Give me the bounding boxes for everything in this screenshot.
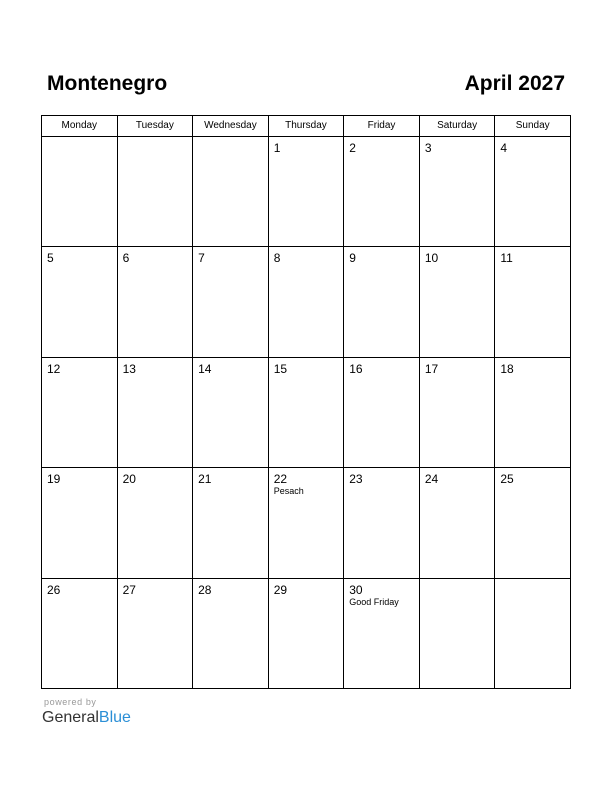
day-cell: [495, 468, 571, 578]
day-cell: [193, 468, 269, 578]
day-number: 10: [424, 251, 439, 266]
day-cell: [42, 247, 118, 357]
day-cell: [117, 578, 193, 688]
week-row-3: [42, 357, 571, 467]
brand-name-part1: General: [42, 709, 99, 726]
day-number: 28: [198, 582, 212, 597]
month-title: April 2027: [464, 72, 565, 95]
weekday-monday: Monday: [42, 116, 118, 137]
day-number: 20: [122, 472, 136, 487]
day-number: 27: [122, 582, 136, 597]
weekday-wednesday: Wednesday: [193, 116, 269, 137]
day-number: 15: [273, 361, 288, 376]
day-number: 29: [273, 582, 288, 597]
day-cell: [268, 468, 344, 578]
day-number: 1: [273, 141, 281, 155]
day-cell: [117, 137, 193, 247]
day-number: [420, 579, 495, 583]
day-cell: [495, 137, 571, 247]
day-number: 4: [500, 141, 508, 155]
day-number: 11: [500, 251, 513, 266]
day-cell: [495, 247, 571, 357]
day-cell: [268, 137, 344, 247]
day-cell: [344, 468, 420, 578]
day-cell: [117, 247, 193, 357]
day-cell: [42, 468, 118, 578]
day-cell: [344, 247, 420, 357]
day-cell: [193, 578, 269, 688]
day-cell: [268, 357, 344, 467]
day-cell: [117, 357, 193, 467]
day-cell: [419, 137, 495, 247]
holiday-label: Pesach: [273, 486, 304, 497]
day-number: 17: [424, 361, 439, 376]
day-cell: [344, 137, 420, 247]
day-number: [42, 137, 117, 141]
day-number: 8: [273, 251, 281, 266]
country-title: Montenegro: [47, 72, 168, 95]
day-cell: [419, 247, 495, 357]
day-cell: [42, 137, 118, 247]
day-cell: [42, 357, 118, 467]
holiday-label: Good Friday: [349, 596, 399, 607]
day-number: 9: [349, 251, 356, 266]
weekday-tuesday: Tuesday: [117, 116, 193, 137]
weekday-thursday: Thursday: [268, 116, 344, 137]
week-row-5: [42, 578, 571, 688]
day-number: 25: [500, 472, 514, 487]
day-cell: [419, 578, 495, 688]
day-cell: [419, 468, 495, 578]
day-number: 26: [47, 582, 61, 597]
calendar-grid: [41, 115, 571, 689]
day-cell: [268, 578, 344, 688]
day-cell: [268, 247, 344, 357]
day-cell: [419, 357, 495, 467]
powered-by-label: powered by: [44, 697, 97, 707]
day-number: [193, 137, 268, 141]
day-number: 21: [198, 472, 212, 487]
day-number: 2: [349, 141, 356, 155]
weekday-friday: Friday: [344, 116, 420, 137]
weekday-sunday: Sunday: [495, 116, 571, 137]
day-number: 18: [500, 361, 514, 376]
day-number: 22: [273, 472, 288, 487]
day-number: [118, 137, 193, 141]
day-number: 23: [349, 472, 363, 487]
day-number: 14: [198, 361, 212, 376]
brand-name-part2: Blue: [98, 709, 131, 726]
day-cell: [495, 578, 571, 688]
day-number: 12: [47, 361, 61, 376]
day-number: 5: [47, 251, 54, 266]
day-cell: [495, 357, 571, 467]
generalblue-logo[interactable]: [42, 708, 131, 728]
week-row-2: [42, 247, 571, 357]
day-number: 16: [349, 361, 363, 376]
day-cell: [42, 578, 118, 688]
day-cell: [344, 578, 420, 688]
day-number: [495, 579, 570, 583]
day-cell: [117, 468, 193, 578]
weekday-header-row: [42, 116, 571, 137]
day-cell: [193, 137, 269, 247]
day-number: 19: [47, 472, 61, 487]
day-cell: [193, 357, 269, 467]
day-number: 7: [198, 251, 205, 266]
day-number: 6: [122, 251, 130, 266]
weekday-saturday: Saturday: [419, 116, 495, 137]
day-number: 30: [349, 582, 363, 597]
week-row-4: [42, 468, 571, 578]
day-cell: [193, 247, 269, 357]
day-number: 24: [424, 472, 439, 487]
week-row-1: [42, 137, 571, 247]
day-number: 3: [424, 141, 432, 155]
day-cell: [344, 357, 420, 467]
day-number: 13: [122, 361, 136, 376]
